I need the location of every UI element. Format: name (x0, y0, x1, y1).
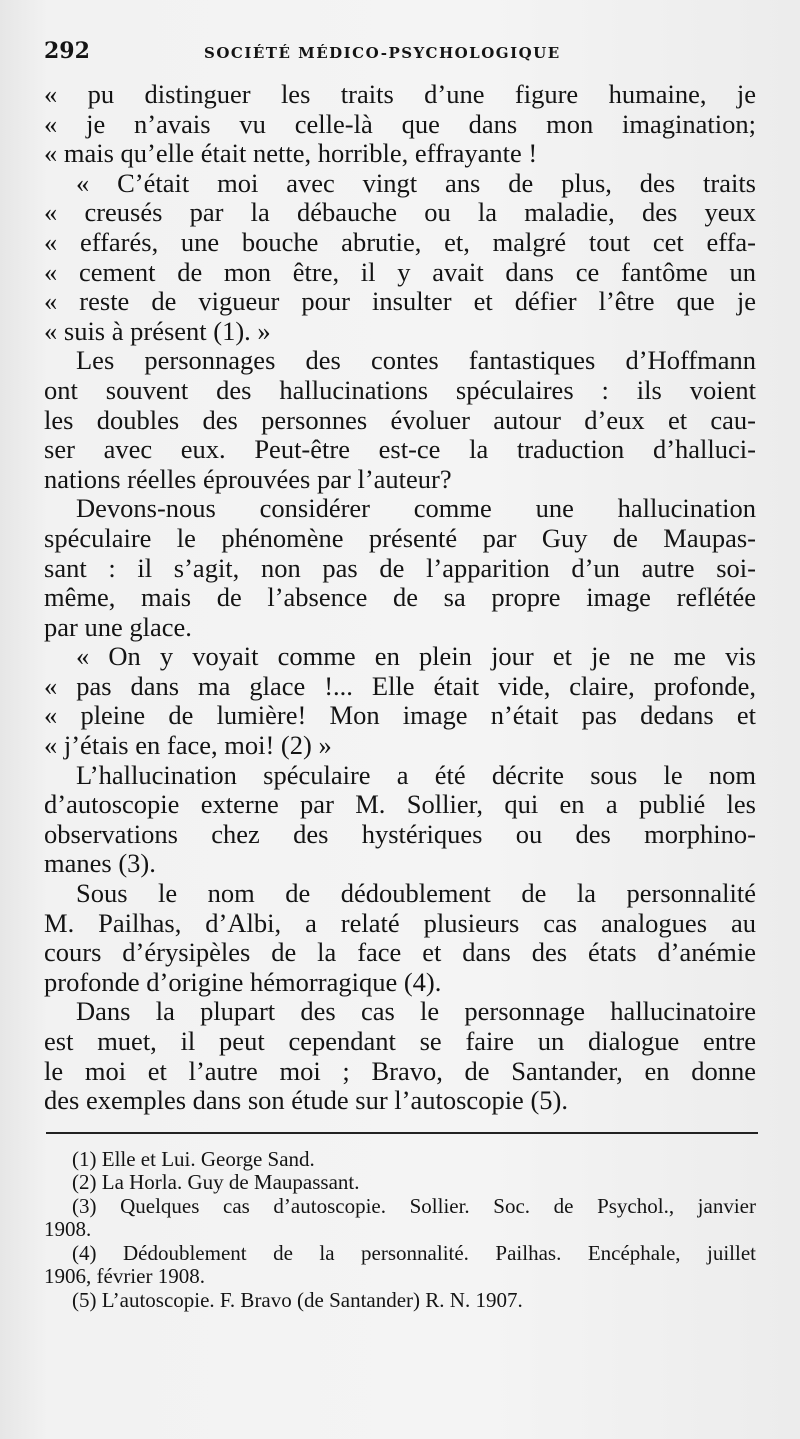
text-line: « C’était moi avec vingt ans de plus, des traits (76, 168, 756, 198)
text-line: sant : il s’agit, non pas de l’apparition d’un autre soi- (44, 553, 756, 583)
text-line: « pas dans ma glace !... Elle était vide, claire, profonde, (44, 671, 756, 701)
text-line: « j’étais en face, moi! (2) » (44, 731, 332, 761)
footnote: (3) Quelques cas d’autoscopie. Sollier. Soc. de Psychol., janvier (72, 1194, 756, 1218)
text-line: L’hallucination spéculaire a été décrite sous le nom (76, 760, 756, 790)
text-line: Les personnages des contes fantastiques d’Hoffmann (76, 346, 756, 376)
footnote: (2) La Horla. Guy de Maupassant. (72, 1171, 360, 1195)
text-line: Devons-nous considérer comme une hallucination (76, 494, 756, 524)
text-line: profonde d’origine hémorragique (4). (44, 967, 442, 997)
text-line: même, mais de l’absence de sa propre image reflétée (44, 583, 756, 613)
text-line: « mais qu’elle était nette, horrible, effrayante ! (44, 139, 538, 169)
text-line: est muet, il peut cependant se faire un dialogue entre (44, 1027, 756, 1056)
text-line: les doubles des personnes évoluer autour d’eux et cau- (44, 405, 756, 435)
text-line: Sous le nom de dédoublement de la personnalité (76, 879, 756, 909)
page-number: 292 (44, 38, 90, 64)
text-line: « On y voyait comme en plein jour et je ne me vis (76, 642, 756, 672)
text-line: des exemples dans son étude sur l’autoscopie (5). (44, 1086, 568, 1116)
running-head: SOCIÉTÉ MÉDICO-PSYCHOLOGIQUE (204, 44, 561, 62)
footnote: (1) Elle et Lui. George Sand. (72, 1147, 315, 1171)
text-line: « effarés, une bouche abrutie, et, malgré tout cet effa- (44, 227, 756, 257)
text-line: observations chez des hystériques ou des morphino- (44, 819, 756, 849)
page-header (44, 38, 756, 72)
text-line: manes (3). (44, 849, 156, 879)
text-line: spéculaire le phénomène présenté par Guy de Maupas- (44, 523, 756, 553)
text-line: le moi et l’autre moi ; Bravo, de Santander, en donne (44, 1056, 756, 1086)
text-line: « pleine de lumière! Mon image n’était pas dedans et (44, 701, 756, 731)
footnote-continuation: 1908. (44, 1218, 92, 1242)
footnote: (4) Dédoublement de la personnalité. Pailhas. Encéphale, juillet (72, 1241, 756, 1265)
text-line: M. Pailhas, d’Albi, a relaté plusieurs cas analogues au (44, 908, 756, 938)
body-text (44, 80, 756, 1116)
footnotes (44, 1148, 756, 1313)
text-line: ser avec eux. Peut-être est-ce la traduction d’halluci- (44, 435, 756, 465)
text-line: cours d’érysipèles de la face et dans des états d’anémie (44, 938, 756, 968)
text-line: « je n’avais vu celle-là que dans mon imagination; (44, 109, 756, 139)
footnote-divider (46, 1132, 758, 1134)
text-line: par une glace. (44, 612, 192, 642)
text-line: « cement de mon être, il y avait dans ce fantôme un (44, 257, 756, 287)
text-line: « creusés par la débauche ou la maladie, des yeux (44, 198, 756, 228)
text-line: « reste de vigueur pour insulter et défier l’être que je (44, 287, 756, 317)
footnote-continuation: 1906, février 1908. (44, 1265, 205, 1289)
footnote: (5) L’autoscopie. F. Bravo (de Santander) R. N. 1907. (72, 1288, 523, 1312)
text-line: « suis à présent (1). » (44, 316, 271, 346)
text-line: nations réelles éprouvées par l’auteur? (44, 464, 452, 494)
text-line: d’autoscopie externe par M. Sollier, qui en a publié les (44, 790, 756, 820)
text-line: ont souvent des hallucinations spéculaires : ils voient (44, 375, 756, 405)
text-line: « pu distinguer les traits d’une figure humaine, je (44, 80, 756, 109)
text-line: Dans la plupart des cas le personnage hallucinatoire (76, 997, 756, 1027)
